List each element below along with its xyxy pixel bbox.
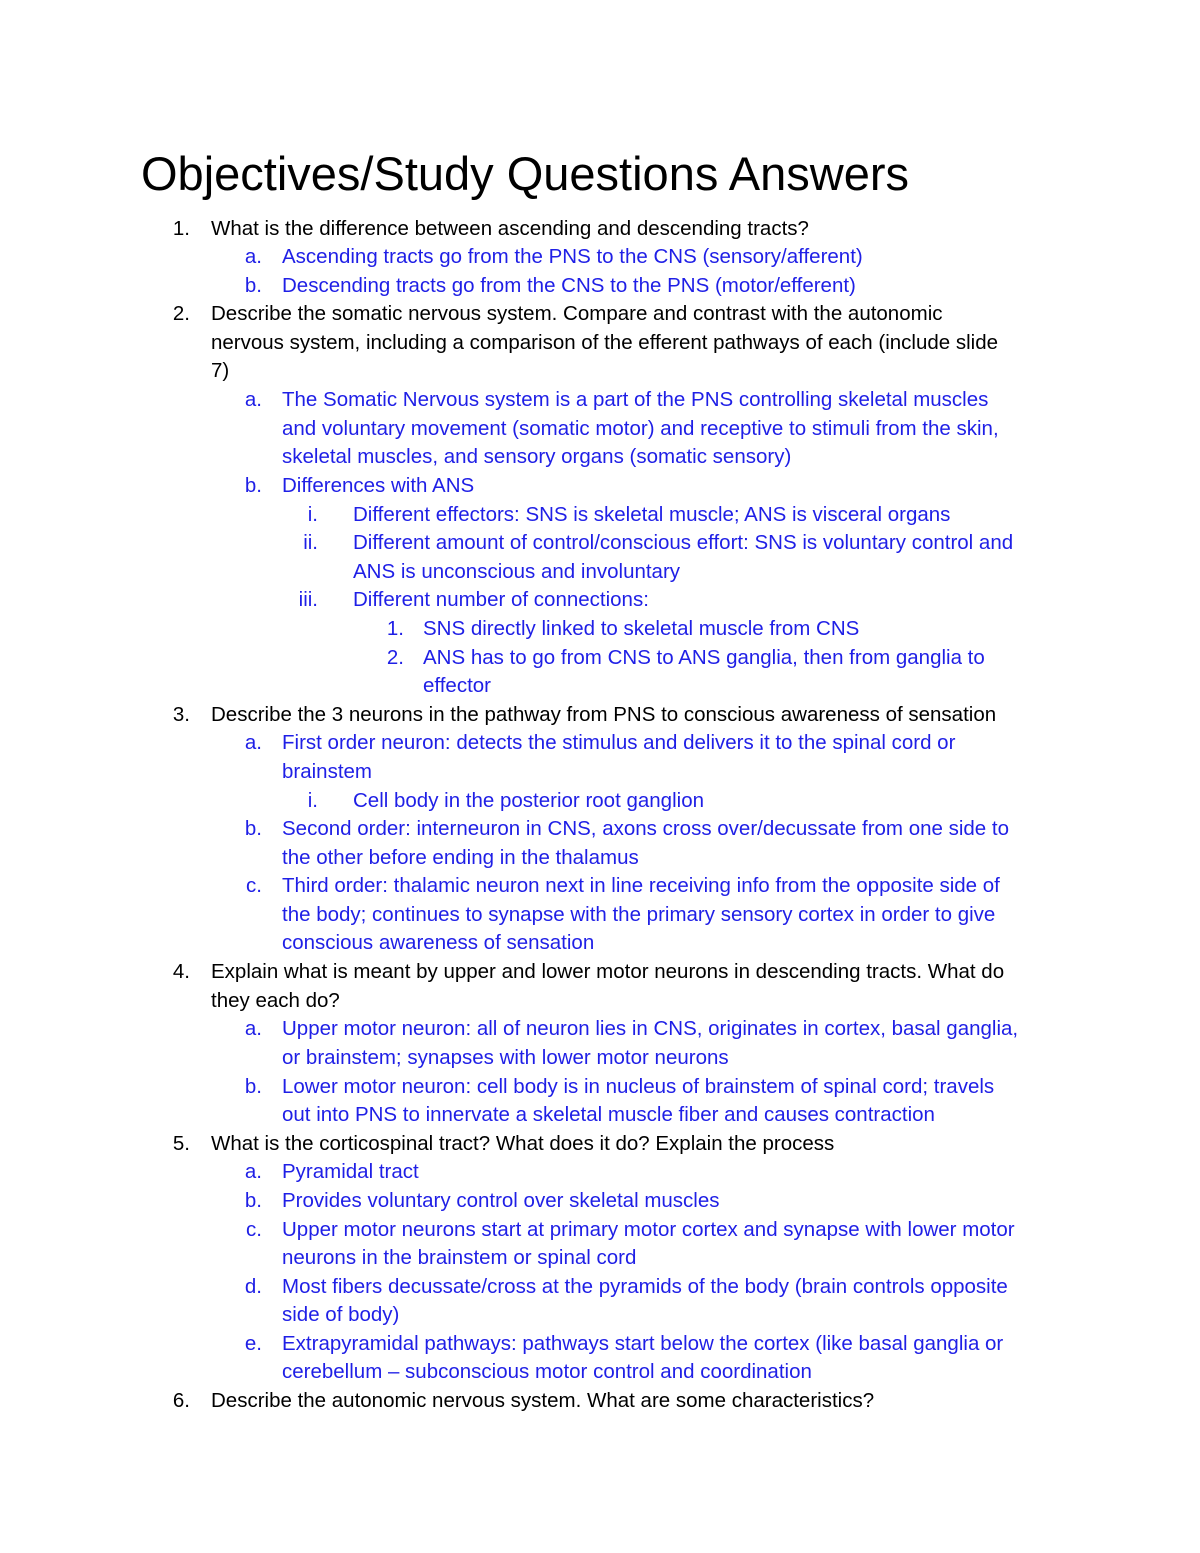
item-text-line: they each do? [211, 988, 340, 1012]
item-text-line: What is the difference between ascending and descending tracts? [211, 216, 809, 240]
item-text-line: the body; continues to synapse with the primary sensory cortex in order to give [282, 902, 996, 926]
list-marker: a. [244, 388, 262, 412]
list-marker: a. [244, 1160, 262, 1184]
list-marker: iii. [298, 588, 318, 612]
list-marker: c. [246, 1217, 262, 1241]
list-marker: a. [244, 245, 262, 269]
list-marker: 5. [172, 1131, 190, 1155]
item-text-line: nervous system, including a comparison of the efferent pathways of each (include slide [211, 330, 999, 354]
item-text-line: Most fibers decussate/cross at the pyramids of the body (brain controls opposite [282, 1274, 1008, 1298]
item-text-line: Cell body in the posterior root ganglion [353, 788, 704, 812]
item-text-line: Describe the autonomic nervous system. What are some characteristics? [211, 1389, 875, 1413]
item-text-line: Describe the 3 neurons in the pathway from PNS to conscious awareness of sensation [211, 702, 997, 726]
item-text-line: cerebellum – subconscious motor control and coordination [282, 1360, 812, 1384]
item-text-line: First order neuron: detects the stimulus and delivers it to the spinal cord or [282, 731, 956, 755]
item-text-line: conscious awareness of sensation [282, 931, 595, 955]
list-marker: 1. [172, 216, 190, 240]
item-text-line: the other before ending in the thalamus [282, 845, 639, 869]
item-text-line: brainstem [282, 759, 373, 783]
item-text-line: 7) [211, 359, 230, 383]
item-text-line: out into PNS to innervate a skeletal muscle fiber and causes contraction [282, 1103, 935, 1127]
item-text-line: Different effectors: SNS is skeletal muscle; ANS is visceral organs [353, 502, 951, 526]
item-text-line: and voluntary movement (somatic motor) and receptive to stimuli from the skin, [282, 416, 999, 440]
list-marker: 4. [172, 960, 190, 984]
item-text-line: effector [423, 674, 491, 698]
item-text-line: side of body) [282, 1303, 400, 1327]
item-text-line: Provides voluntary control over skeletal muscles [282, 1188, 720, 1212]
item-text-line: Upper motor neurons start at primary motor cortex and synapse with lower motor [282, 1217, 1015, 1241]
list-marker: 1. [386, 616, 404, 640]
item-text-line: Pyramidal tract [282, 1160, 419, 1184]
list-marker: 3. [172, 702, 190, 726]
item-text-line: Different amount of control/conscious effort: SNS is voluntary control and [353, 531, 1014, 555]
list-marker: b. [244, 817, 262, 841]
list-marker: b. [244, 473, 262, 497]
item-text-line: Explain what is meant by upper and lower motor neurons in descending tracts. What do [211, 960, 1005, 984]
item-text-line: Ascending tracts go from the PNS to the CNS (sensory/afferent) [282, 245, 863, 269]
item-text-line: skeletal muscles, and sensory organs (somatic sensory) [282, 445, 792, 469]
list-marker: i. [307, 502, 318, 526]
item-text-line: Descending tracts go from the CNS to the PNS (motor/efferent) [282, 273, 856, 297]
item-text-line: Lower motor neuron: cell body is in nucleus of brainstem of spinal cord; travels [282, 1074, 995, 1098]
item-text-line: ANS has to go from CNS to ANS ganglia, then from ganglia to [423, 645, 985, 669]
list-marker: b. [244, 273, 262, 297]
item-text-line: What is the corticospinal tract? What does it do? Explain the process [211, 1131, 835, 1155]
list-marker: b. [244, 1074, 262, 1098]
list-marker: b. [244, 1188, 262, 1212]
list-marker: e. [244, 1331, 262, 1355]
item-text-line: Second order: interneuron in CNS, axons cross over/decussate from one side to [282, 817, 1009, 841]
list-marker: 6. [172, 1389, 190, 1413]
list-marker: i. [307, 788, 318, 812]
list-marker: d. [244, 1274, 262, 1298]
list-marker: 2. [172, 302, 190, 326]
item-text-line: Third order: thalamic neuron next in line receiving info from the opposite side of [282, 874, 1000, 898]
item-text-line: Describe the somatic nervous system. Compare and contrast with the autonomic [211, 302, 943, 326]
item-text-line: Different number of connections: [353, 588, 649, 612]
item-text-line: or brainstem; synapses with lower motor neurons [282, 1045, 729, 1069]
list-marker: a. [244, 731, 262, 755]
item-text-line: Differences with ANS [282, 473, 475, 497]
list-marker: 2. [386, 645, 404, 669]
item-text-line: Upper motor neuron: all of neuron lies in CNS, originates in cortex, basal ganglia, [282, 1017, 1019, 1041]
list-marker: ii. [303, 531, 318, 555]
list-marker: c. [246, 874, 262, 898]
item-text-line: neurons in the brainstem or spinal cord [282, 1246, 637, 1270]
item-text-line: ANS is unconscious and involuntary [353, 559, 681, 583]
item-text-line: The Somatic Nervous system is a part of the PNS controlling skeletal muscles [282, 388, 989, 412]
item-text-line: SNS directly linked to skeletal muscle from CNS [423, 616, 860, 640]
page-title: Objectives/Study Questions Answers [141, 147, 910, 200]
item-text-line: Extrapyramidal pathways: pathways start below the cortex (like basal ganglia or [282, 1331, 1004, 1355]
list-marker: a. [244, 1017, 262, 1041]
